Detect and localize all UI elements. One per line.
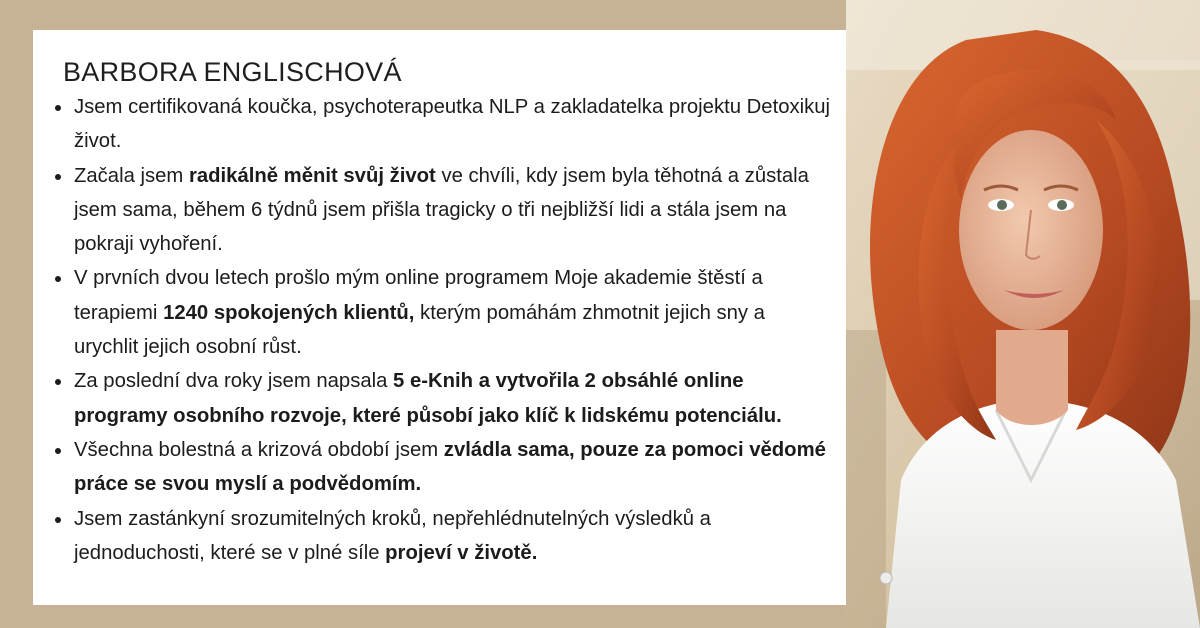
bio-text: Za poslední dva roky jsem napsala [74,370,394,393]
bio-text: ve chvíli, kdy jsem byla těhotná a zůstala jsem sama, během 6 týdnů jsem přišla tragicky o tři nejbližší lidi a stála jsem na pokraji vyhoření. [74,164,809,256]
bio-bullet [74,433,834,502]
person-name: BARBORA ENGLISCHOVÁ [63,57,402,87]
bio-text: V prvních dvou letech prošlo mým online programem Moje akademie štěstí a terapiemi [74,267,763,324]
bio-text: Všechna bolestná a krizová období jsem [74,438,444,461]
bio-list [74,90,834,570]
bio-bold-text: 1240 spokojených klientů, [163,301,415,324]
bio-text: Jsem certifikovaná koučka, psychoterapeutka NLP a zakladatelka projektu Detoxikuj život. [74,96,831,153]
bio-bold-text: radikálně měnit svůj život [188,164,436,187]
bio-bullet [74,502,834,571]
bio-text: Jsem zastánkyní srozumitelných kroků, nepřehlédnutelných výsledků a jednoduchosti, které se v plné síle [74,507,711,564]
bio-bold-text: zvládla sama, pouze za pomoci vědomé práce se svou myslí a podvědomím. [74,438,826,496]
bio-bullet [74,364,834,433]
bio-bold-text: 5 e-Knih a vytvořila 2 obsáhlé online programy osobního rozvoje, které působí jako klíč k lidskému potenciálu. [74,370,782,427]
bio-text: Začala jsem [74,164,189,187]
bio-bullet [74,159,834,262]
bio-card [33,30,846,605]
bio-text: kterým pomáhám zhmotnit jejich sny a urychlit jejich osobní růst. [74,301,765,359]
portrait-photo [846,0,1200,628]
portrait-illustration [846,0,1200,628]
bio-bold-text: projeví v životě. [385,541,538,564]
bio-bullet [74,261,834,364]
bio-bullet [74,90,834,159]
